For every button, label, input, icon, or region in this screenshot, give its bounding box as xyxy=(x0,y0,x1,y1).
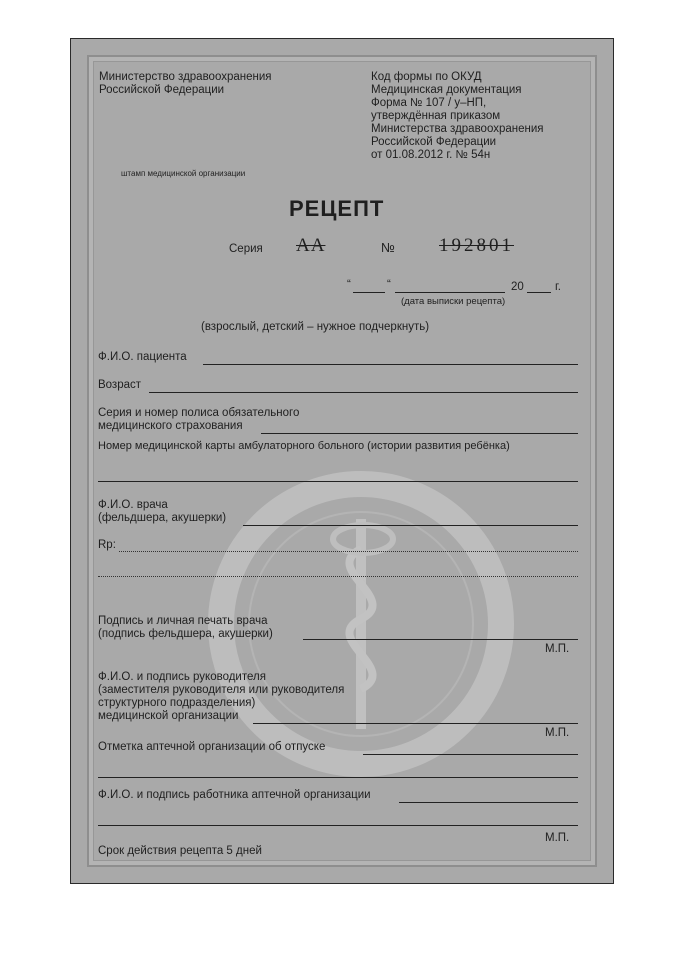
validity-note: Срок действия рецепта 5 дней xyxy=(98,845,262,857)
pharmacy-worker-line-2[interactable] xyxy=(98,825,578,826)
head-label-4: медицинской организации xyxy=(98,710,239,722)
date-year-suffix: г. xyxy=(555,281,561,293)
okud-line: Медицинская документация xyxy=(371,84,522,96)
okud-line: от 01.08.2012 г. № 54н xyxy=(371,149,491,161)
signature-label-2: (подпись фельдшера, акушерки) xyxy=(98,628,273,640)
ministry-line1: Министерство здравоохранения xyxy=(99,71,272,83)
head-line[interactable] xyxy=(253,723,578,724)
med-card-label: Номер медицинской карты амбулаторного больного (истории развития ребёнка) xyxy=(98,440,510,452)
insurance-label-2: медицинского страхования xyxy=(98,420,243,432)
patient-name-line[interactable] xyxy=(203,364,578,365)
head-label-3: структурного подразделения) xyxy=(98,697,256,709)
mp-2: М.П. xyxy=(545,727,570,739)
pharmacy-mark-label: Отметка аптечной организации об отпуске xyxy=(98,741,326,753)
okud-line: Российской Федерации xyxy=(371,136,497,148)
pharmacy-mark-line-2[interactable] xyxy=(98,777,578,778)
signature-line[interactable] xyxy=(303,639,578,640)
mp-3: М.П. xyxy=(545,832,570,844)
date-month-line[interactable] xyxy=(395,292,505,293)
date-day-line[interactable] xyxy=(353,292,385,293)
head-label-1: Ф.И.О. и подпись руководителя xyxy=(98,671,266,683)
pharmacy-worker-line[interactable] xyxy=(399,802,578,803)
stamp-label: штамп медицинской организации xyxy=(121,169,246,178)
date-year-line[interactable] xyxy=(527,292,551,293)
age-label: Возраст xyxy=(98,379,142,391)
date-quote-close: “ xyxy=(387,279,391,291)
med-card-line[interactable] xyxy=(98,481,578,482)
head-label-2: (заместителя руководителя или руководителя xyxy=(98,684,345,696)
doctor-line[interactable] xyxy=(243,525,578,526)
patient-name-label: Ф.И.О. пациента xyxy=(98,351,187,363)
mp-1: М.П. xyxy=(545,643,570,655)
rp-line-1[interactable] xyxy=(119,551,578,552)
pharmacy-mark-line[interactable] xyxy=(363,754,578,755)
insurance-line[interactable] xyxy=(261,433,578,434)
doctor-label-2: (фельдшера, акушерки) xyxy=(98,512,227,524)
form-title: РЕЦЕПТ xyxy=(289,196,385,221)
date-year-prefix: 20 xyxy=(511,281,524,293)
insurance-label-1: Серия и номер полиса обязательного xyxy=(98,407,300,419)
doctor-label-1: Ф.И.О. врача xyxy=(98,499,168,511)
prescription-form xyxy=(70,38,614,884)
ministry-line2: Российской Федерации xyxy=(99,84,225,96)
okud-line: Форма № 107 / у–НП, xyxy=(371,97,487,109)
rp-label: Rp: xyxy=(98,539,116,551)
number-value: 192801 xyxy=(439,235,514,256)
okud-line: Министерства здравоохранения xyxy=(371,123,544,135)
okud-line: утверждённая приказом xyxy=(371,110,501,122)
date-caption: (дата выписки рецепта) xyxy=(401,296,506,307)
date-quote-open: “ xyxy=(347,279,351,291)
signature-label-1: Подпись и личная печать врача xyxy=(98,615,268,627)
series-value: АА xyxy=(296,235,326,256)
okud-line: Код формы по ОКУД xyxy=(371,71,482,83)
category-note: (взрослый, детский – нужное подчеркнуть) xyxy=(201,321,430,333)
rp-line-2[interactable] xyxy=(98,576,578,577)
pharmacy-worker-label: Ф.И.О. и подпись работника аптечной организации xyxy=(98,789,371,801)
number-label: № xyxy=(381,240,395,255)
series-label: Серия xyxy=(229,243,263,255)
age-line[interactable] xyxy=(149,392,578,393)
